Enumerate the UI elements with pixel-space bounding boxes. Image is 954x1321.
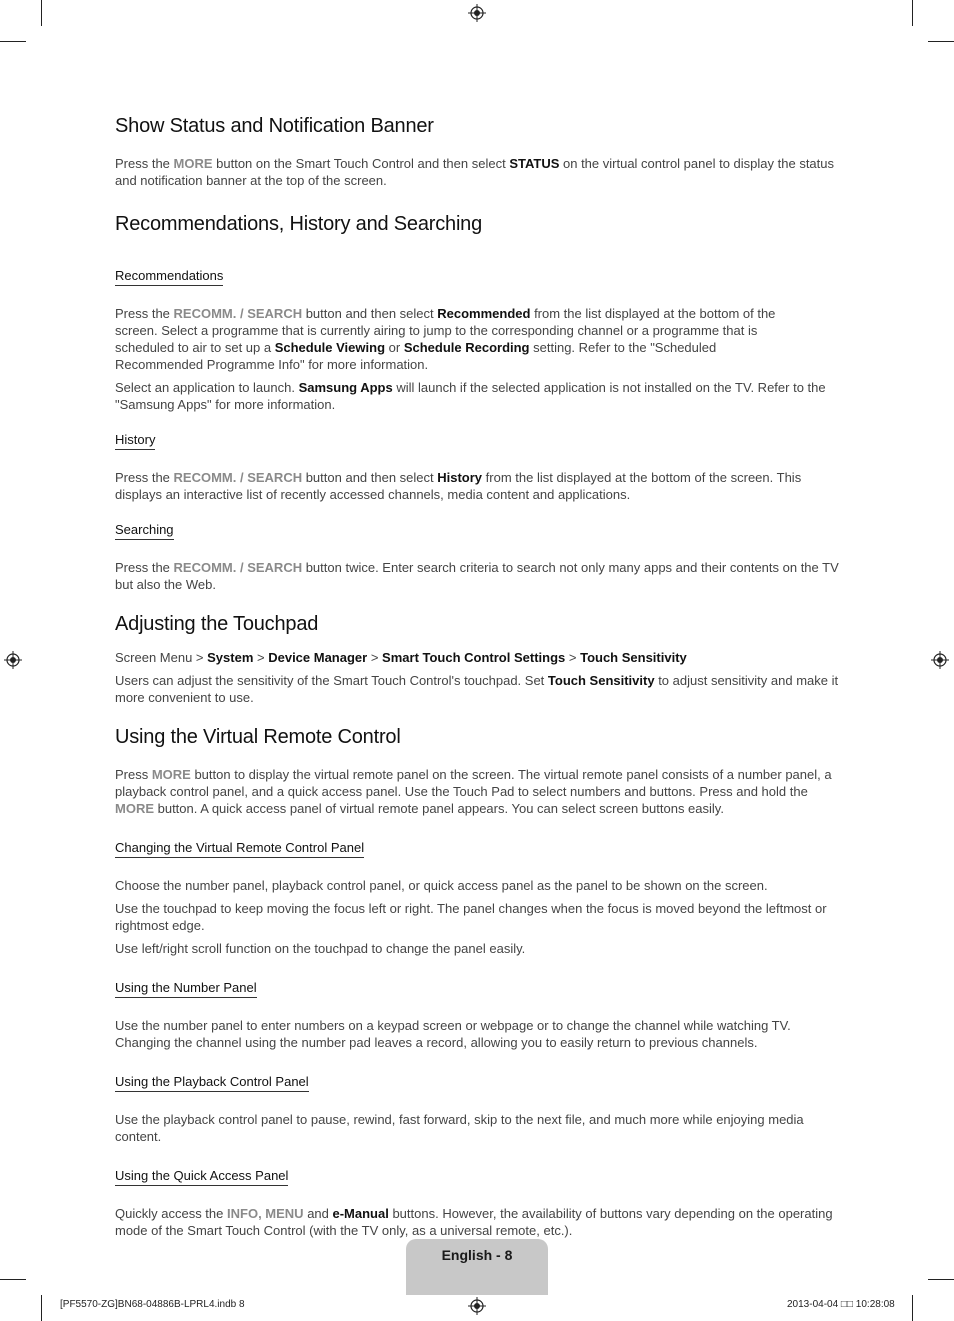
subsection-heading: Using the Number Panel [115,980,257,998]
subsection-quick-access [115,1167,840,1239]
crop-mark [928,41,954,42]
section-title: Recommendations, History and Searching [115,213,483,235]
subsection-heading: History [115,432,155,450]
menu-device-manager: Device Manager [268,650,368,665]
registration-mark-icon [468,1297,486,1315]
section-status-banner [115,113,840,189]
key-schedule-viewing: Schedule Viewing [274,340,386,355]
crop-mark [0,41,26,42]
key-status: STATUS [509,156,560,171]
key-recomm-search: RECOMM. / SEARCH [173,560,303,575]
crop-mark [0,1279,26,1280]
registration-mark-icon [4,651,22,669]
text: button. A quick access panel of virtual remote panel appears. You can select screen buttons easily. [154,801,724,816]
text: , [258,1206,266,1221]
crop-mark [912,0,913,26]
paragraph [115,766,840,817]
key-menu: MENU [265,1206,304,1221]
text: Users can adjust the sensitivity of the Smart Touch Control's touchpad. Set [115,673,548,688]
crop-mark [928,1279,954,1280]
key-recomm-search: RECOMM. / SEARCH [173,306,303,321]
text: will launch if the selected application is not installed on the TV. Refer to the "Samsung Apps" for more information. [115,380,826,412]
key-samsung-apps: Samsung Apps [298,380,393,395]
page-number: English - 8 [441,1247,513,1263]
paragraph: Use left/right scroll function on the touchpad to change the panel easily. [115,941,526,956]
menu-smart-touch-settings: Smart Touch Control Settings [382,650,566,665]
subsection-playback-panel [115,1073,840,1145]
text: and [303,1206,333,1221]
section-recommendations [115,211,840,593]
paragraph [115,672,840,706]
menu-path [115,649,840,666]
paragraph [115,379,840,413]
text: > [367,650,383,665]
page-number-tab [406,1239,548,1295]
text: Press the [115,306,174,321]
text: from the list displayed at the bottom of the screen. Select a programme that is currently airing to jump to the corresponding channel or a programme that is scheduled to air to set up a [115,306,776,355]
paragraph [115,559,840,593]
registration-mark-icon [468,4,486,22]
key-recommended: Recommended [437,306,531,321]
text: button to display the virtual remote panel on the screen. The virtual remote panel consists of a number panel, a playback control panel, and a quick access panel. Use the Touch Pad to select numbers and buttons. Press and hold the [115,767,832,799]
section-title: Using the Virtual Remote Control [115,726,401,748]
key-more: MORE [151,767,191,782]
subsection-recommendations [115,267,840,413]
text: button twice. Enter search criteria to search not only many apps and their contents on the TV but also the Web. [115,560,839,592]
text: > [253,650,269,665]
text: from the list displayed at the bottom of the screen. This displays an interactive list of recently accessed channels, media content and applications. [115,470,802,502]
crop-mark [41,1295,42,1321]
section-virtual-remote [115,724,840,1239]
subsection-heading: Searching [115,522,174,540]
text: Quickly access the [115,1206,227,1221]
section-title: Adjusting the Touchpad [115,613,319,635]
paragraph: Use the touchpad to keep moving the focus left or right. The panel changes when the focus is moved beyond the leftmost or rightmost edge. [115,901,827,933]
key-recomm-search: RECOMM. / SEARCH [173,470,303,485]
paragraph: Use the number panel to enter numbers on a keypad screen or webpage or to change the channel while watching TV. Changing the channel using the number pad leaves a record, allowing you to easily return to previous channels. [115,1018,791,1050]
crop-mark [41,0,42,26]
section-touchpad [115,611,840,706]
subsection-heading: Recommendations [115,268,223,286]
paragraph [115,305,787,373]
text: button and then select [302,306,438,321]
subsection-number-panel [115,979,840,1051]
subsection-history [115,431,840,503]
menu-system: System [207,650,254,665]
text: setting. Refer to the "Scheduled Recommended Programme Info" for more information. [115,340,717,372]
crop-mark [912,1295,913,1321]
text: on the virtual control panel to display the status and notification banner at the top of the screen. [115,156,834,188]
paragraph [115,1205,840,1239]
text: or [385,340,404,355]
text: button and then select [302,470,438,485]
text: Press the [115,470,174,485]
menu-touch-sensitivity: Touch Sensitivity [580,650,687,665]
subsection-searching [115,521,840,593]
paragraph: Choose the number panel, playback control panel, or quick access panel as the panel to be shown on the screen. [115,878,768,893]
paragraph [115,155,840,189]
text: Press the [115,560,174,575]
subsection-heading: Using the Quick Access Panel [115,1168,288,1186]
key-more: MORE [173,156,213,171]
paragraph: Use the playback control panel to pause, rewind, fast forward, skip to the next file, and much more while enjoying media content. [115,1112,804,1144]
subsection-heading: Using the Playback Control Panel [115,1074,309,1092]
page-content [115,113,840,1245]
text: Select an application to launch. [115,380,299,395]
key-history: History [437,470,483,485]
section-title: Show Status and Notification Banner [115,115,434,137]
key-e-manual: e-Manual [332,1206,389,1221]
key-schedule-recording: Schedule Recording [403,340,530,355]
key-info: INFO [227,1206,259,1221]
key-more: MORE [115,801,154,816]
text: to adjust sensitivity and make it more convenient to use. [115,673,839,705]
subsection-changing-panel [115,839,840,957]
file-slug: [PF5570-ZG]BN68-04886B-LPRL4.indb 8 [60,1299,245,1310]
key-touch-sensitivity: Touch Sensitivity [547,673,655,688]
text: Screen Menu > [115,650,208,665]
date-slug: 2013-04-04 □□ 10:28:08 [787,1299,895,1310]
text: buttons. However, the availability of buttons vary depending on the operating mode of the Smart Touch Control (with the TV only, as a universal remote, etc.). [115,1206,833,1238]
paragraph [115,469,840,503]
text: > [565,650,581,665]
text: button on the Smart Touch Control and then select [212,156,510,171]
text: Press [115,767,152,782]
text: Press the [115,156,174,171]
registration-mark-icon [931,651,949,669]
subsection-heading: Changing the Virtual Remote Control Panel [115,840,364,858]
